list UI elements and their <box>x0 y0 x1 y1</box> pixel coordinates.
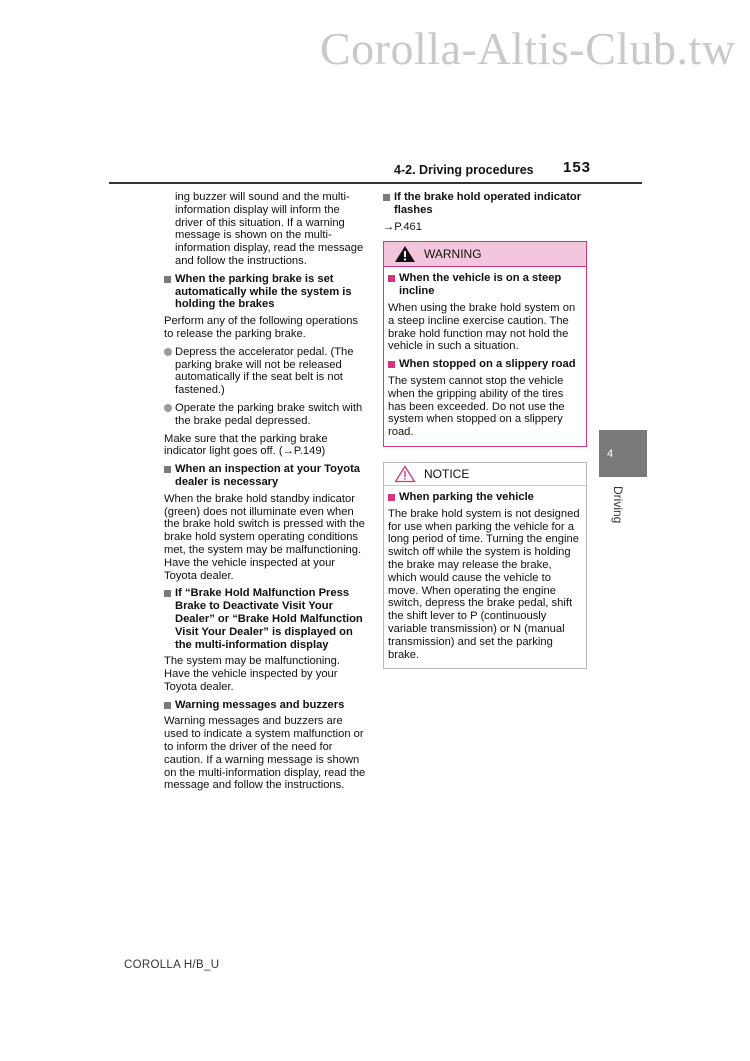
paragraph: Warning messages and buzzers are used to indicate a system malfunction or to inform the driver of the need for caution. If a warning message is shown on the multi-information display, read the message and follow the instructions. <box>164 715 366 792</box>
warning-title: WARNING <box>424 246 482 261</box>
notice-header <box>384 463 586 486</box>
header-rule <box>109 182 642 184</box>
footer: COROLLA H/B_U <box>124 959 220 971</box>
square-bullet-icon <box>388 275 395 282</box>
notice-title: NOTICE <box>424 466 470 481</box>
round-bullet-icon <box>164 348 172 356</box>
page-reference: →P.461 <box>383 220 422 233</box>
square-bullet-icon <box>383 194 390 201</box>
page-number: 153 <box>563 159 592 176</box>
paragraph: Perform any of the following operations to release the parking brake. <box>164 315 359 340</box>
round-bullet-icon <box>164 404 172 412</box>
chapter-label: Driving <box>611 486 625 524</box>
heading-text: If the brake hold operated indicator flashes <box>394 191 582 216</box>
warning-header <box>384 242 586 267</box>
paragraph: When using the brake hold system on a steep incline exercise caution. The brake hold function may not hold the vehicle in such a situation. <box>388 301 576 353</box>
list-item <box>164 346 367 397</box>
list-item-text: Depress the accelerator pedal. (The parking brake will not be released automatically if the seat belt is not fastened.) <box>175 345 354 397</box>
list-item-text: Operate the parking brake switch with the brake pedal depressed. <box>175 401 363 427</box>
chapter-tab <box>599 430 647 477</box>
heading-text: When the parking brake is set automatically while the system is holding the brakes <box>175 272 352 311</box>
notice-box <box>383 462 587 669</box>
square-bullet-icon <box>164 590 171 597</box>
section-heading <box>164 699 367 712</box>
square-bullet-icon <box>164 702 171 709</box>
section-title: 4-2. Driving procedures <box>394 163 534 177</box>
paragraph: The system may be malfunctioning. Have the vehicle inspected by your Toyota dealer. <box>164 655 340 693</box>
heading-text: When parking the vehicle <box>399 490 534 503</box>
paragraph: When the brake hold standby indicator (green) does not illuminate even when the brake hold switch is pressed with the brake hold system operating conditions met, the system may be malfunctioning. Have the vehicle inspected at your Toyota dealer. <box>164 492 365 582</box>
square-bullet-icon <box>388 494 395 501</box>
warning-box <box>383 241 587 447</box>
caution-triangle-icon <box>394 465 416 483</box>
list-item <box>164 402 367 428</box>
section-heading <box>164 587 367 651</box>
warning-icon <box>394 245 416 263</box>
right-column <box>383 191 587 669</box>
paragraph: Make sure that the parking brake indicator light goes off. (→P.149) <box>164 432 328 458</box>
watermark: Corolla-Altis-Club.tw <box>320 23 736 74</box>
heading-text: When stopped on a slippery road <box>399 358 576 371</box>
left-column <box>164 191 367 797</box>
continuation-text: ing buzzer will sound and the multi-information display will inform the driver of this situation. If a warning message is shown on the multi-information display, read the message and follow the instructions. <box>175 191 364 267</box>
warning-item-heading <box>388 358 582 371</box>
heading-text: When the vehicle is on a steep incline <box>399 272 562 298</box>
square-bullet-icon <box>164 276 171 283</box>
notice-body <box>384 486 586 668</box>
heading-text: When an inspection at your Toyota dealer is necessary <box>175 463 361 488</box>
warning-item-heading <box>388 272 582 298</box>
square-bullet-icon <box>164 466 171 473</box>
section-heading <box>164 463 367 489</box>
paragraph: The brake hold system is not designed for use when parking the vehicle for a long period of time. Turning the engine switch off while the system is holding the brake may release the brake, which would cause the vehicle to move. When operating the engine switch, depress the brake pedal, shift the shift lever to P (continuously variable transmission) or N (manual transmission) and set the parking brake. <box>388 507 580 661</box>
section-heading <box>164 273 367 311</box>
section-heading <box>383 191 587 217</box>
notice-item-heading <box>388 491 582 504</box>
heading-text: Warning messages and buzzers <box>175 698 345 711</box>
chapter-number: 4 <box>607 447 614 460</box>
square-bullet-icon <box>388 361 395 368</box>
paragraph: The system cannot stop the vehicle when the gripping ability of the tires has been exceeded. Do not use the system when stopped on a slippery road. <box>388 374 565 439</box>
heading-text: If “Brake Hold Malfunction Press Brake to Deactivate Visit Your Dealer” or “Brake Hold Malfunction Visit Your Dealer” is displayed on the multi-information display <box>175 587 363 651</box>
warning-body <box>384 267 586 446</box>
